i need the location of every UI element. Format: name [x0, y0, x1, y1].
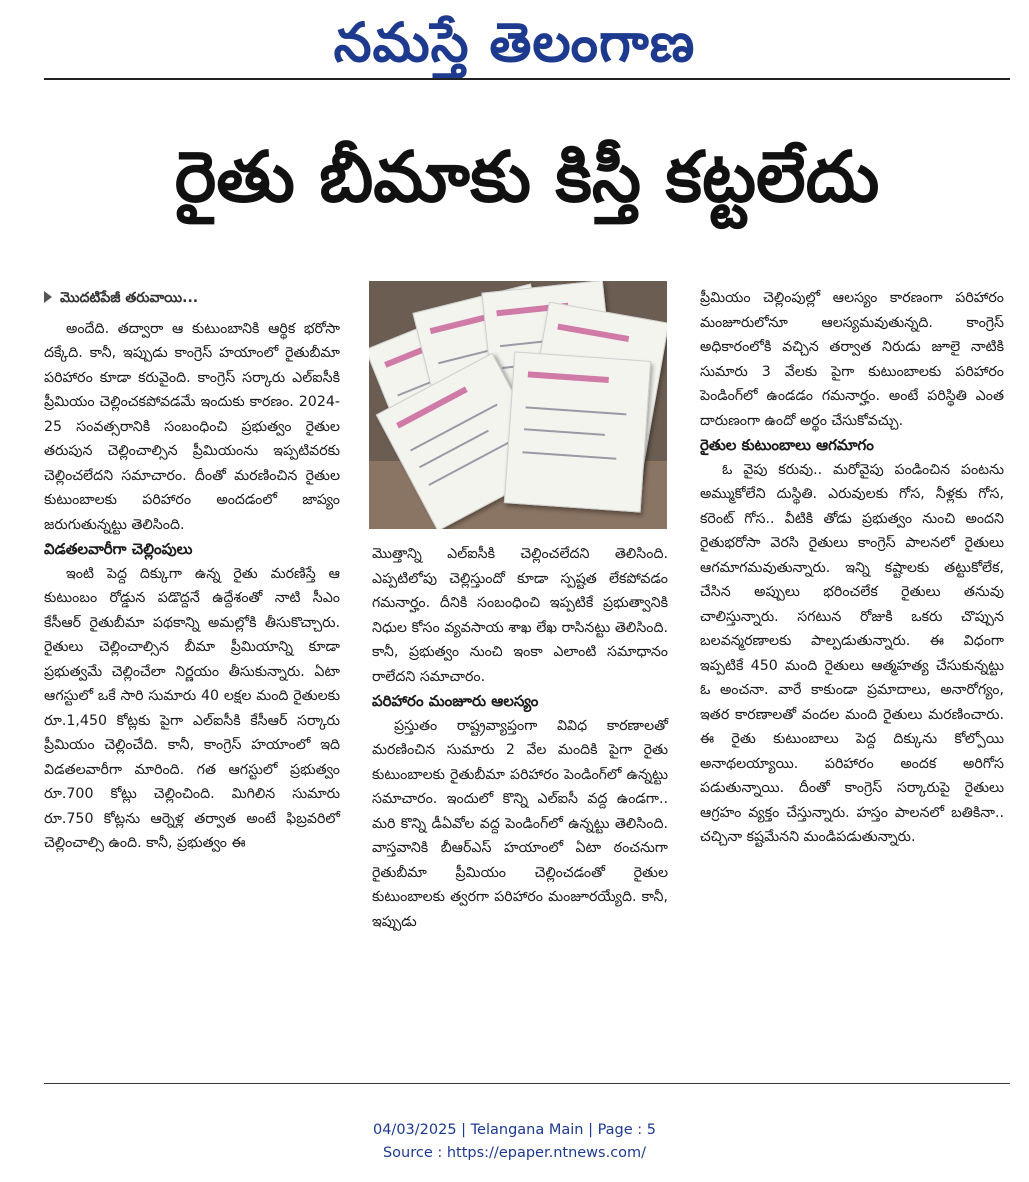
section-subhead: పరిహారం మంజూరు ఆలస్యం: [372, 692, 539, 710]
paragraph: ప్రస్తుతం రాష్ట్రవ్యాప్తంగా వివిధ కారణాలతో మరణించిన సుమారు 2 వేల మందికి పైగా రైతు కుటుంబాలకు రైతుబీమా పరిహారం పెండింగ్‌లో ఉన్నట్టు సమాచారం. ఇందులో కొన్ని ఎల్‌ఐసీ వద్ద ఉండగా.. మరి కొన్ని డీఏవోల వద్ద పెండింగ్‌లో ఉన్నట్టు తెలిసింది. వాస్తవానికి బీఆర్‌ఎస్ హయాంలో ఏటా ఠంచనుగా రైతుబీమా ప్రీమియం చెల్లించడంతో రైతుల కుటుంబాలకు త్వరగా పరిహారం మంజూరయ్యేది. కానీ, ఇప్పుడు: [372, 717, 668, 930]
footer-edition-info: 04/03/2025 | Telangana Main | Page : 5: [372, 1122, 657, 1138]
footer-rule: [44, 1083, 1010, 1084]
continued-text: మొదటిపేజీ తరువాయి...: [60, 290, 199, 306]
top-rule: [44, 78, 1010, 80]
article-headline: రైతు బీమాకు కిస్తీ కట్టలేదు: [174, 136, 880, 218]
section-subhead: రైతుల కుటుంబాలు ఆగమాగం: [700, 436, 874, 454]
footer-source-link[interactable]: Source : https://epaper.ntnews.com/: [382, 1145, 647, 1161]
paragraph: మొత్తాన్ని ఎల్‌ఐసీకి చెల్లించలేదని తెలిసింది. ఎప్పటిలోపు చెల్లిస్తుందో కూడా స్పష్టత లేకపోవడం గమనార్హం. దీనికి సంబంధించి ఇప్పటికే ప్రభుత్వానికి నిధుల కోసం వ్యవసాయ శాఖ లేఖ రాసినట్టు తెలిసింది. కానీ, ప్రభుత్వం నుంచి ఇంకా ఎలాంటి సమాధానం రాలేదని సమాచారం.: [372, 546, 668, 685]
paragraph: ప్రీమియం చెల్లింపుల్లో ఆలస్యం కారణంగా పరిహారం మంజూరులోనూ ఆలస్యమవుతున్నది. కాంగ్రెస్ అధికారంలోకి వచ్చిన తర్వాత నిరుడు జూలై నాటికి సుమారు 3 వేలకు పైగా కుటుంబాలకు పరిహారం పెండింగ్‌లో ఉండడం గమనార్హం. అంటే పరిస్థితి ఎంత దారుణంగా ఉందో అర్థం చేసుకోవచ్చు.: [700, 290, 1004, 429]
masthead-logo: నమస్తే తెలంగాణ: [333, 10, 696, 74]
paragraph: ఇంటి పెద్ద దిక్కుగా ఉన్న రైతు మరణిస్తే ఆ కుటుంబం రోడ్డున పడొద్దనే ఉద్దేశంతో నాటి సీఎం కేసీఆర్ రైతుబీమా పథకాన్ని అమల్లోకి తీసుకొచ్చారు. రైతులు చెల్లించాల్సిన బీమా ప్రీమియాన్ని కూడా ప్రభుత్వమే చెల్లించేలా నిర్ణయం తీసుకున్నారు. ఏటా ఆగస్టులో ఒకే సారి సుమారు 40 లక్షల మంది రైతులకు రూ.1,450 కోట్లకు పైగా ఎల్‌ఐసీకి కేసీఆర్ సర్కారు ప్రీమియం చెల్లించేది. కానీ, కాంగ్రెస్ హయాంలో ఇది విడతలవారీగా మారింది. గత ఆగస్టులో ప్రభుత్వం రూ.700 కోట్లు చెల్లించింది. మిగిలిన సుమారు రూ.750 కోట్లను ఆర్నెళ్ల తర్వాత అంటే ఫిబ్రవరిలో చెల్లించాల్సి ఉంది. కానీ, ప్రభుత్వం ఈ: [44, 565, 340, 851]
paragraph: అందేది. తద్వారా ఆ కుటుంబానికి ఆర్థిక భరోసా దక్కేది. కానీ, ఇప్పుడు కాంగ్రెస్ హయాంలో రైతుబీమా పరిహారం కూడా కరువైంది. కాంగ్రెస్ సర్కారు ఎల్‌ఐసీకి ప్రీమియం చెల్లించకపోవడమే ఇందుకు కారణం. 2024-25 సంవత్సరానికి సంబంధించి ప్రభుత్వం రైతుల తరుపున చెల్లించాల్సిన ప్రీమియంను ఇప్పటివరకు చెల్లించలేదని సమాచారం. దీంతో మరణించిన రైతుల కుటుంబాలకు పరిహారం అందడంలో జాప్యం జరుగుతున్నట్టు తెలిసింది.: [44, 320, 340, 533]
article-photo: [369, 281, 667, 529]
article-column-2: [372, 542, 668, 934]
arrow-right-icon: [44, 291, 52, 303]
continued-label: [44, 286, 340, 311]
photo-document: [504, 351, 651, 512]
article-column-1: [44, 286, 340, 856]
article-column-3: [700, 286, 1004, 850]
section-subhead: విడతలవారీగా చెల్లింపులు: [44, 540, 193, 558]
paragraph: ఓ వైపు కరువు.. మరోవైపు పండించిన పంటను అమ్ముకోలేని దుస్థితి. ఎరువులకు గోస, నీళ్లకు గోస, కరెంట్ గోస.. వీటికి తోడు ప్రభుత్వం నుంచి అందని రైతుభరోసా వెరసి రైతులు కాంగ్రెస్ పాలనలో రైతులు ఆగమాగమవుతున్నారు. ఇన్ని కష్టాలకు తట్టుకోలేక, చేసిన అప్పులు భరించలేక రైతులు తనువు చాలిస్తున్నారు. సగటున రోజుకి ఒకరు చొప్పున బలవన్మరణాలకు పాల్పడుతున్నారు. ఈ విధంగా ఇప్పటికే 450 మంది రైతులు ఆత్మహత్య చేసుకున్నట్టు ఓ అంచనా. వారే కాకుండా ప్రమాదాలు, అనారోగ్యం, ఇతర కారణాలతో వందల మంది రైతులు మరణించారు. ఈ రైతు కుటుంబాలు పెద్ద దిక్కును కోల్పోయి అనాథలయ్యాయి. పరిహారం అందక అరిగోస పడుతున్నాయి. దీంతో కాంగ్రెస్ సర్కారుపై రైతులు ఆగ్రహం వ్యక్తం చేస్తున్నారు. హస్తం పాలనలో బతికినా.. చచ్చినా కష్టమేనని మండిపడుతున్నారు.: [700, 461, 1004, 845]
